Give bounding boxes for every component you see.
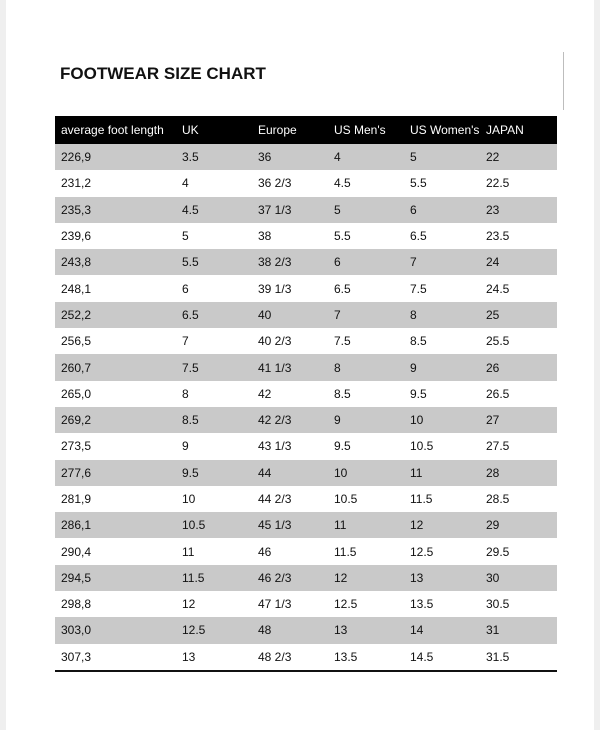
cell-uk: 8.5 — [176, 407, 252, 433]
cell-us-women: 10.5 — [404, 433, 480, 459]
header-europe: Europe — [252, 116, 328, 144]
cell-europe: 43 1/3 — [252, 433, 328, 459]
cell-japan: 29 — [480, 512, 557, 538]
cell-us-men: 4.5 — [328, 170, 404, 196]
cell-foot-length: 256,5 — [55, 328, 176, 354]
cell-europe: 40 2/3 — [252, 328, 328, 354]
cell-us-women: 5.5 — [404, 170, 480, 196]
table-row — [55, 328, 557, 354]
table-row — [55, 460, 557, 486]
table-row — [55, 512, 557, 538]
cell-us-men: 4 — [328, 144, 404, 170]
cell-us-women: 9.5 — [404, 381, 480, 407]
cell-us-men: 8.5 — [328, 381, 404, 407]
cell-europe: 37 1/3 — [252, 197, 328, 223]
cell-foot-length: 269,2 — [55, 407, 176, 433]
cell-uk: 7 — [176, 328, 252, 354]
cell-us-women: 9 — [404, 354, 480, 380]
cell-japan: 23.5 — [480, 223, 557, 249]
cell-japan: 31 — [480, 617, 557, 643]
cell-uk: 9.5 — [176, 460, 252, 486]
cell-japan: 31.5 — [480, 644, 557, 671]
cell-japan: 30 — [480, 565, 557, 591]
cell-uk: 11.5 — [176, 565, 252, 591]
cell-europe: 38 — [252, 223, 328, 249]
page-title: FOOTWEAR SIZE CHART — [60, 64, 266, 83]
cell-us-women: 13.5 — [404, 591, 480, 617]
cell-us-women: 14.5 — [404, 644, 480, 671]
table-row — [55, 381, 557, 407]
table-row — [55, 275, 557, 301]
cell-japan: 26 — [480, 354, 557, 380]
cell-europe: 41 1/3 — [252, 354, 328, 380]
cell-us-women: 6.5 — [404, 223, 480, 249]
cell-japan: 27.5 — [480, 433, 557, 459]
cell-foot-length: 239,6 — [55, 223, 176, 249]
cell-us-men: 7 — [328, 302, 404, 328]
cell-us-men: 11 — [328, 512, 404, 538]
table-row — [55, 197, 557, 223]
cell-us-men: 12.5 — [328, 591, 404, 617]
table-row — [55, 302, 557, 328]
cell-uk: 10.5 — [176, 512, 252, 538]
cell-uk: 7.5 — [176, 354, 252, 380]
cell-us-women: 7.5 — [404, 275, 480, 301]
cell-uk: 11 — [176, 538, 252, 564]
cell-japan: 29.5 — [480, 538, 557, 564]
table-row — [55, 591, 557, 617]
cell-foot-length: 277,6 — [55, 460, 176, 486]
table-row — [55, 170, 557, 196]
cell-japan: 22.5 — [480, 170, 557, 196]
table-row — [55, 617, 557, 643]
cell-europe: 42 2/3 — [252, 407, 328, 433]
cell-japan: 28 — [480, 460, 557, 486]
cell-europe: 44 2/3 — [252, 486, 328, 512]
cell-europe: 38 2/3 — [252, 249, 328, 275]
cell-foot-length: 243,8 — [55, 249, 176, 275]
cell-europe: 48 2/3 — [252, 644, 328, 671]
cell-us-men: 5.5 — [328, 223, 404, 249]
header-foot-length: average foot length — [55, 116, 176, 144]
cell-us-women: 13 — [404, 565, 480, 591]
cell-europe: 36 2/3 — [252, 170, 328, 196]
cell-europe: 42 — [252, 381, 328, 407]
cell-us-men: 9.5 — [328, 433, 404, 459]
cell-japan: 28.5 — [480, 486, 557, 512]
table-row — [55, 407, 557, 433]
cell-uk: 8 — [176, 381, 252, 407]
cell-us-men: 13 — [328, 617, 404, 643]
cell-us-women: 11 — [404, 460, 480, 486]
cell-us-women: 12 — [404, 512, 480, 538]
table-row — [55, 223, 557, 249]
cell-foot-length: 307,3 — [55, 644, 176, 671]
cell-foot-length: 252,2 — [55, 302, 176, 328]
cell-us-men: 12 — [328, 565, 404, 591]
cell-us-women: 5 — [404, 144, 480, 170]
cell-japan: 24 — [480, 249, 557, 275]
cell-us-men: 6 — [328, 249, 404, 275]
cell-foot-length: 286,1 — [55, 512, 176, 538]
cell-foot-length: 231,2 — [55, 170, 176, 196]
cell-japan: 30.5 — [480, 591, 557, 617]
table-row — [55, 538, 557, 564]
cell-uk: 12.5 — [176, 617, 252, 643]
cell-us-men: 7.5 — [328, 328, 404, 354]
table-row — [55, 565, 557, 591]
cell-europe: 39 1/3 — [252, 275, 328, 301]
cell-foot-length: 226,9 — [55, 144, 176, 170]
cell-us-men: 6.5 — [328, 275, 404, 301]
cell-uk: 5 — [176, 223, 252, 249]
cell-uk: 3.5 — [176, 144, 252, 170]
cell-foot-length: 260,7 — [55, 354, 176, 380]
cell-us-men: 10.5 — [328, 486, 404, 512]
header-us-men: US Men's — [328, 116, 404, 144]
header-row — [55, 116, 557, 144]
header-us-women: US Women's — [404, 116, 480, 144]
table-row — [55, 433, 557, 459]
table-body — [55, 144, 557, 671]
table-row — [55, 486, 557, 512]
cell-foot-length: 298,8 — [55, 591, 176, 617]
cell-us-women: 11.5 — [404, 486, 480, 512]
cell-europe: 46 2/3 — [252, 565, 328, 591]
cell-japan: 27 — [480, 407, 557, 433]
cell-us-men: 13.5 — [328, 644, 404, 671]
cell-foot-length: 294,5 — [55, 565, 176, 591]
cell-foot-length: 248,1 — [55, 275, 176, 301]
header-japan: JAPAN — [480, 116, 557, 144]
cell-us-men: 9 — [328, 407, 404, 433]
cell-uk: 6.5 — [176, 302, 252, 328]
header-uk: UK — [176, 116, 252, 144]
cell-uk: 4.5 — [176, 197, 252, 223]
cell-us-women: 12.5 — [404, 538, 480, 564]
cell-uk: 4 — [176, 170, 252, 196]
cell-us-women: 8.5 — [404, 328, 480, 354]
cell-uk: 5.5 — [176, 249, 252, 275]
cell-foot-length: 235,3 — [55, 197, 176, 223]
cell-europe: 36 — [252, 144, 328, 170]
cell-japan: 24.5 — [480, 275, 557, 301]
cell-japan: 22 — [480, 144, 557, 170]
cell-uk: 10 — [176, 486, 252, 512]
cell-europe: 46 — [252, 538, 328, 564]
cell-europe: 45 1/3 — [252, 512, 328, 538]
cell-uk: 13 — [176, 644, 252, 671]
cell-foot-length: 273,5 — [55, 433, 176, 459]
table-header — [55, 116, 557, 144]
table-row — [55, 249, 557, 275]
cell-japan: 25.5 — [480, 328, 557, 354]
cell-uk: 6 — [176, 275, 252, 301]
table-row — [55, 354, 557, 380]
cell-europe: 44 — [252, 460, 328, 486]
cell-us-women: 7 — [404, 249, 480, 275]
cell-us-women: 6 — [404, 197, 480, 223]
margin-marker — [563, 52, 564, 110]
cell-us-women: 14 — [404, 617, 480, 643]
cell-japan: 23 — [480, 197, 557, 223]
table-row — [55, 144, 557, 170]
cell-uk: 12 — [176, 591, 252, 617]
cell-foot-length: 265,0 — [55, 381, 176, 407]
cell-us-men: 5 — [328, 197, 404, 223]
cell-europe: 48 — [252, 617, 328, 643]
cell-uk: 9 — [176, 433, 252, 459]
document-page — [6, 0, 594, 730]
cell-us-women: 10 — [404, 407, 480, 433]
cell-foot-length: 290,4 — [55, 538, 176, 564]
cell-europe: 47 1/3 — [252, 591, 328, 617]
table-row — [55, 644, 557, 671]
cell-foot-length: 303,0 — [55, 617, 176, 643]
cell-foot-length: 281,9 — [55, 486, 176, 512]
cell-japan: 26.5 — [480, 381, 557, 407]
cell-us-women: 8 — [404, 302, 480, 328]
size-chart-table — [55, 116, 557, 672]
cell-us-men: 11.5 — [328, 538, 404, 564]
cell-us-men: 8 — [328, 354, 404, 380]
cell-europe: 40 — [252, 302, 328, 328]
cell-japan: 25 — [480, 302, 557, 328]
cell-us-men: 10 — [328, 460, 404, 486]
